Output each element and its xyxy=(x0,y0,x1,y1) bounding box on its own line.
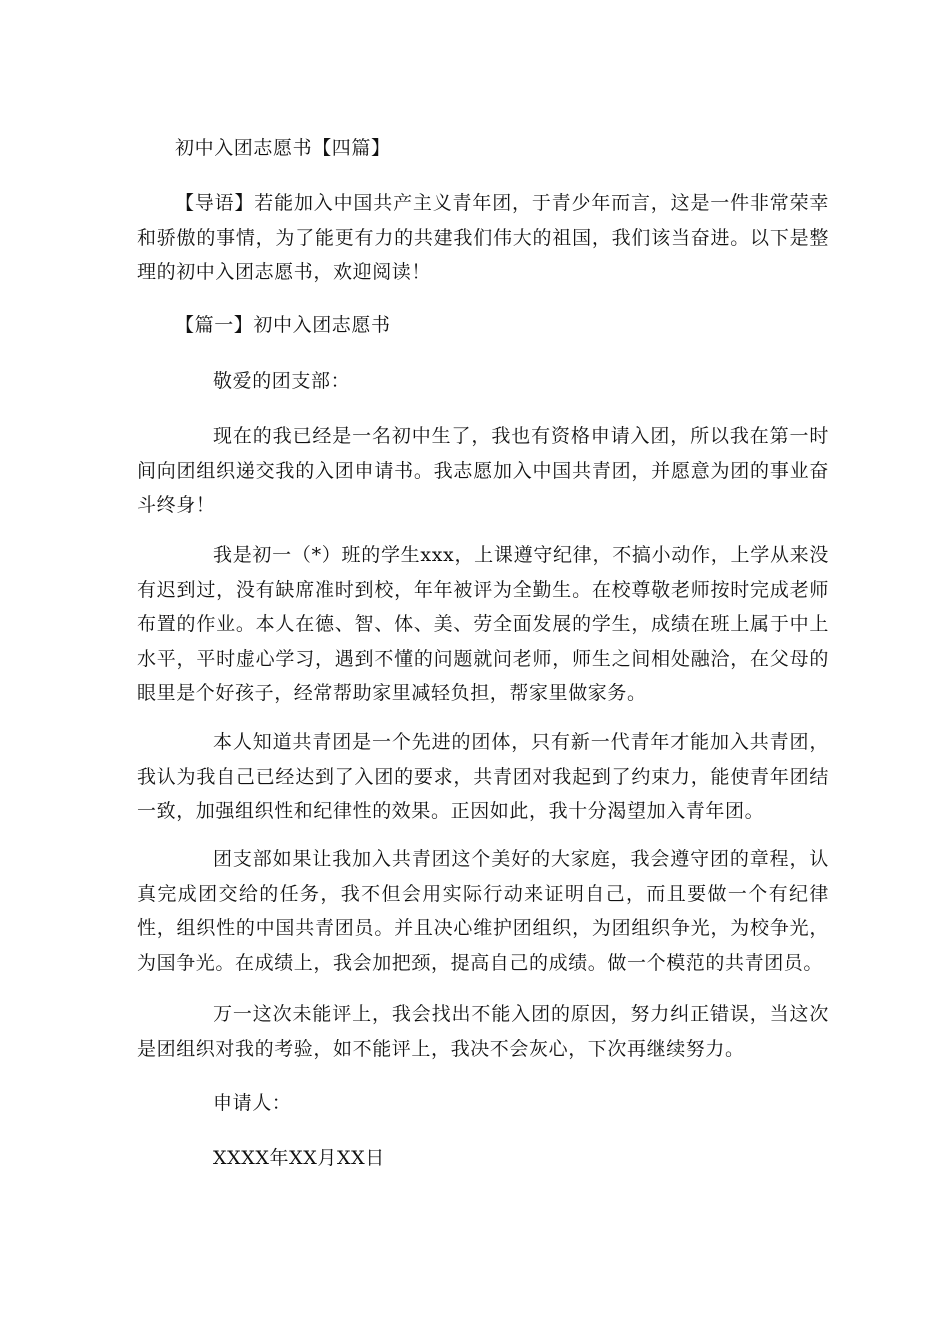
body-paragraph-2: 我是初一（*）班的学生xxx，上课遵守纪律，不搞小动作，上学从来没有迟到过，没有缺席准时到校，年年被评为全勤生。在校尊敬老师按时完成老师布置的作业。本人在德、智、体、美、劳全面发展的学生，成绩在班上属于中上水平，平时虚心学习，遇到不懂的问题就问老师，师生之间相处融洽，在父母的眼里是个好孩子，经常帮助家里减轻负担，帮家里做家务。 xyxy=(137,544,829,704)
body-paragraph-3: 本人知道共青团是一个先进的团体，只有新一代青年才能加入共青团，我认为我自己已经达到了入团的要求，共青团对我起到了约束力，能使青年团结一致，加强组织性和纪律性的效果。正因如此，我十分渴望加入青年团。 xyxy=(137,731,829,822)
body-paragraph-4: 团支部如果让我加入共青团这个美好的大家庭，我会遵守团的章程，认真完成团交给的任务，我不但会用实际行动来证明自己，而且要做一个有纪律性，组织性的中国共青团员。并且决心维护团组织，为团组织争光，为校争光，为国争光。在成绩上，我会加把颈，提高自己的成绩。做一个模范的共青团员。 xyxy=(137,848,829,974)
salutation: 敬爱的团支部： xyxy=(213,370,351,392)
document-title: 初中入团志愿书【四篇】 xyxy=(175,137,391,159)
intro-paragraph: 【导语】若能加入中国共产主义青年团，于青少年而言，这是一件非常荣幸和骄傲的事情，为了能更有力的共建我们伟大的祖国，我们该当奋进。以下是整理的初中入团志愿书，欢迎阅读！ xyxy=(137,192,829,283)
body-paragraph-1: 现在的我已经是一名初中生了，我也有资格申请入团，所以我在第一时间向团组织递交我的入团申请书。我志愿加入中国共青团，并愿意为团的事业奋斗终身！ xyxy=(137,425,829,516)
body-paragraph-5: 万一这次未能评上，我会找出不能入团的原因，努力纠正错误，当这次是团组织对我的考验，如不能评上，我决不会灰心，下次再继续努力。 xyxy=(137,1003,829,1060)
date-line: XXXX年XX月XX日 xyxy=(213,1147,385,1169)
applicant-label: 申请人： xyxy=(213,1092,292,1114)
section-heading: 【篇一】初中入团志愿书 xyxy=(175,314,391,336)
